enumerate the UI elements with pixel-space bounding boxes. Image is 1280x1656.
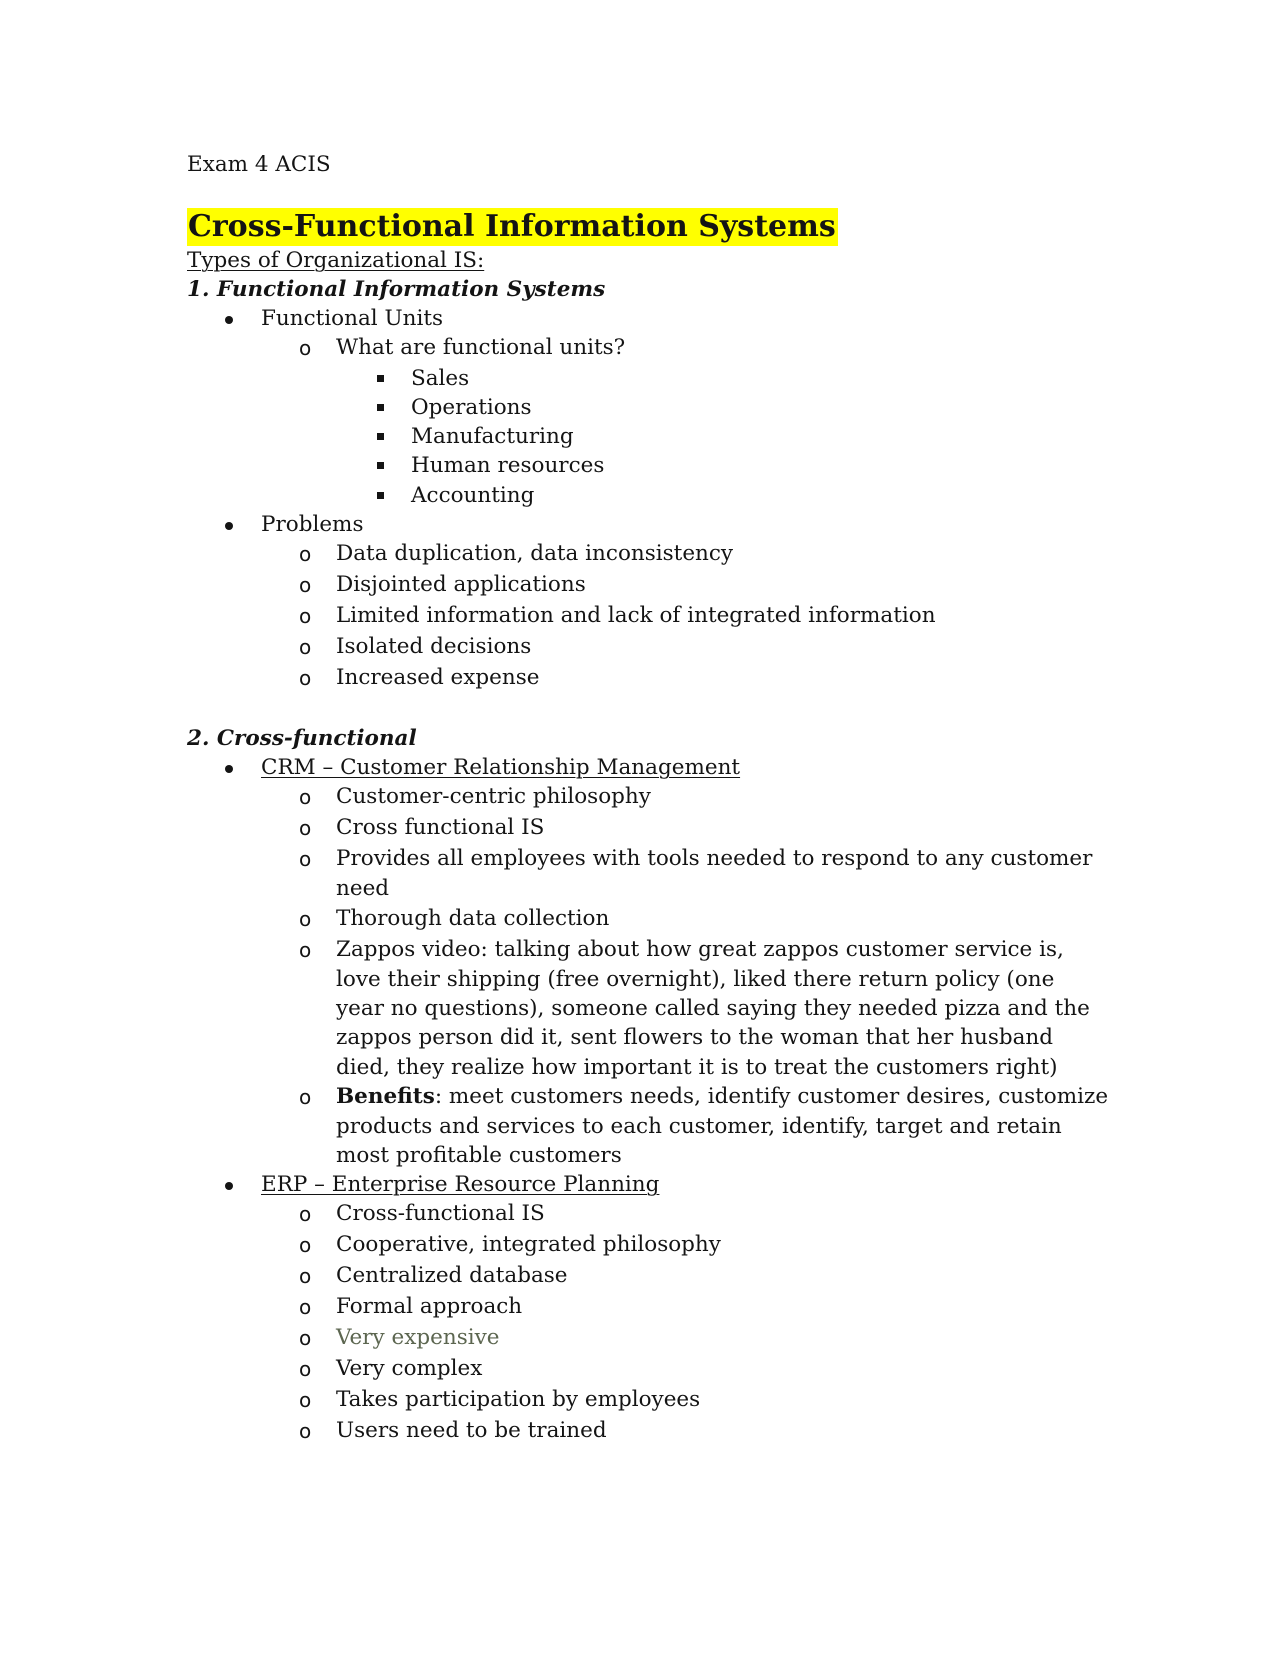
- list-item-problem: Isolated decisions: [336, 634, 532, 659]
- section-heading-functional: 1. Functional Information Systems: [187, 277, 606, 302]
- list-item-benefits: [336, 1083, 1108, 1111]
- square-bullet-icon: [377, 433, 384, 440]
- circle-bullet-icon: o: [299, 635, 312, 659]
- list-item-problem: Data duplication, data inconsistency: [336, 541, 734, 566]
- list-item-erp-point: Takes participation by employees: [336, 1387, 701, 1412]
- list-item-unit: Accounting: [411, 483, 535, 508]
- bullet-dot-icon: [225, 765, 233, 773]
- list-item-zappos-line: year no questions), someone called saying they needed pizza and the: [336, 996, 1090, 1021]
- benefits-text: : meet customers needs, identify customer desires, customize: [434, 1084, 1109, 1109]
- list-item-unit: Human resources: [411, 453, 605, 478]
- circle-bullet-icon: o: [299, 1326, 312, 1350]
- circle-bullet-icon: o: [299, 1085, 312, 1109]
- document-label: Exam 4 ACIS: [187, 152, 331, 177]
- list-item-erp-point: Users need to be trained: [336, 1418, 607, 1443]
- circle-bullet-icon: o: [299, 907, 312, 931]
- page-title: Cross-Functional Information Systems: [188, 209, 836, 244]
- circle-bullet-icon: o: [299, 666, 312, 690]
- section-heading-cross-functional: 2. Cross-functional: [187, 726, 417, 751]
- list-item-unit: Sales: [411, 366, 470, 391]
- circle-bullet-icon: o: [299, 1388, 312, 1412]
- list-item-erp-point-expensive: Very expensive: [336, 1325, 500, 1350]
- list-item-problem: Increased expense: [336, 665, 540, 690]
- list-item-erp-point: Cross-functional IS: [336, 1201, 545, 1226]
- bullet-dot-icon: [225, 1182, 233, 1190]
- list-item-functional-units: Functional Units: [261, 306, 444, 331]
- list-item-crm-thorough: Thorough data collection: [336, 906, 610, 931]
- list-item-crm-provides: Provides all employees with tools needed to respond to any customer: [336, 846, 1093, 871]
- list-item-crm: CRM – Customer Relationship Management: [261, 755, 741, 780]
- benefits-label: Benefits: [336, 1084, 435, 1109]
- circle-bullet-icon: o: [299, 1295, 312, 1319]
- circle-bullet-icon: o: [299, 604, 312, 628]
- square-bullet-icon: [377, 404, 384, 411]
- circle-bullet-icon: o: [299, 1264, 312, 1288]
- square-bullet-icon: [377, 462, 384, 469]
- circle-bullet-icon: o: [299, 785, 312, 809]
- circle-bullet-icon: o: [299, 573, 312, 597]
- list-item-problem: Disjointed applications: [336, 572, 586, 597]
- list-item-problem: Limited information and lack of integrated information: [336, 603, 936, 628]
- circle-bullet-icon: o: [299, 847, 312, 871]
- circle-bullet-icon: o: [299, 336, 312, 360]
- bullet-dot-icon: [225, 316, 233, 324]
- circle-bullet-icon: o: [299, 542, 312, 566]
- list-item-erp-point: Very complex: [336, 1356, 483, 1381]
- list-item-zappos-line: Zappos video: talking about how great zappos customer service is,: [336, 937, 1064, 962]
- section-subtitle: Types of Organizational IS:: [187, 248, 485, 273]
- list-item-zappos-line: love their shipping (free overnight), liked there return policy (one: [336, 967, 1055, 992]
- list-item-unit: Manufacturing: [411, 424, 574, 449]
- circle-bullet-icon: o: [299, 938, 312, 962]
- circle-bullet-icon: o: [299, 1233, 312, 1257]
- list-item-zappos-line: died, they realize how important it is to treat the customers right): [336, 1055, 1058, 1080]
- list-item-erp: ERP – Enterprise Resource Planning: [261, 1172, 660, 1197]
- list-item-crm-provides-cont: need: [336, 876, 390, 901]
- square-bullet-icon: [377, 492, 384, 499]
- circle-bullet-icon: o: [299, 1419, 312, 1443]
- list-item-problems: Problems: [261, 512, 364, 537]
- list-item-benefits-cont: most profitable customers: [336, 1143, 622, 1168]
- list-item-crm-point: Cross functional IS: [336, 815, 545, 840]
- square-bullet-icon: [377, 375, 384, 382]
- list-item-benefits-cont: products and services to each customer, identify, target and retain: [336, 1114, 1062, 1139]
- list-item-erp-point: Formal approach: [336, 1294, 523, 1319]
- circle-bullet-icon: o: [299, 1202, 312, 1226]
- list-item-unit: Operations: [411, 395, 532, 420]
- bullet-dot-icon: [225, 522, 233, 530]
- circle-bullet-icon: o: [299, 1357, 312, 1381]
- list-item-erp-point: Cooperative, integrated philosophy: [336, 1232, 721, 1257]
- list-item-erp-point: Centralized database: [336, 1263, 568, 1288]
- list-item-zappos-line: zappos person did it, sent flowers to the woman that her husband: [336, 1025, 1054, 1050]
- list-item-question: What are functional units?: [336, 335, 626, 360]
- list-item-crm-point: Customer-centric philosophy: [336, 784, 651, 809]
- circle-bullet-icon: o: [299, 816, 312, 840]
